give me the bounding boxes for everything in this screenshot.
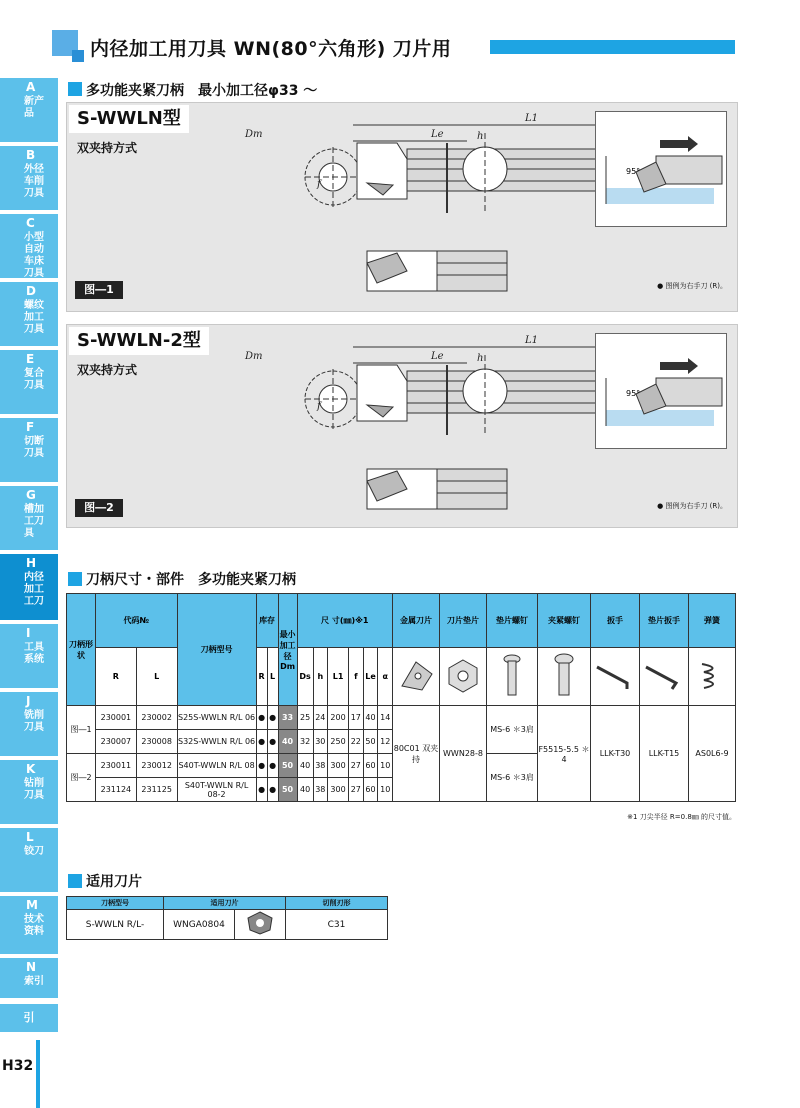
stock-r: ●: [256, 778, 267, 802]
inset-bore-view: [595, 111, 727, 227]
dim-le: 60: [363, 778, 378, 802]
sidebar-tab-d[interactable]: [0, 282, 58, 346]
tab-letter: G: [26, 488, 36, 502]
stock-l: ●: [267, 706, 278, 730]
part-clamp-screw: F5515-5.5 ＊4: [538, 706, 591, 802]
model: S40T-WWLN R/L 08-2: [177, 778, 256, 802]
part-insert: 80C01 双夹持: [393, 706, 440, 802]
col-code-r: R: [96, 648, 137, 706]
sidebar-tab-g[interactable]: [0, 486, 58, 550]
figure-note: ● 图例为右手刀 (R)。: [657, 502, 727, 510]
min-bore: 50: [278, 778, 297, 802]
col-part-clamp-screw: 夹紧螺钉: [538, 594, 591, 648]
insert-table: [66, 896, 388, 940]
table-row: [67, 706, 736, 730]
part-spring: AS0L6-9: [689, 706, 736, 802]
stock-r: ●: [256, 754, 267, 778]
tab-letter: M: [26, 898, 38, 912]
tab-label: 索引: [24, 976, 44, 987]
tab-letter: K: [26, 762, 36, 776]
dim-alpha: 12: [378, 730, 393, 754]
dim-alpha: 10: [378, 754, 393, 778]
sidebar-tab-l[interactable]: [0, 828, 58, 892]
col-part-shim-screw: 垫片螺钉: [487, 594, 538, 648]
tab-label: 切断刀具: [24, 436, 44, 459]
dim-h: 38: [313, 754, 327, 778]
tab-letter: I: [26, 626, 31, 640]
col-part-wrench: 扳手: [591, 594, 640, 648]
tab-letter: C: [26, 216, 35, 230]
page-title: 内径加工用刀具 WN(80°六角形) 刀片用: [90, 38, 452, 60]
sidebar-tab-m[interactable]: [0, 896, 58, 954]
figure-panel-1: [66, 102, 738, 312]
bore-view-drawing: [596, 112, 726, 226]
insert-model: WNGA0804: [164, 910, 235, 940]
stock-l: ●: [267, 778, 278, 802]
section-square-icon: [68, 874, 82, 888]
insert-image: [393, 648, 440, 706]
stock-r: ●: [256, 706, 267, 730]
table-footnote: ※1 刀尖半径 R=0.8㎜ 的尺寸值。: [627, 813, 736, 821]
dim-h: 38: [313, 778, 327, 802]
sidebar-tab-f[interactable]: [0, 418, 58, 482]
code-l: 231125: [136, 778, 177, 802]
sidebar-tab-b[interactable]: [0, 146, 58, 210]
sidebar-tab-h[interactable]: [0, 554, 58, 620]
tab-label: 内径加工工刀: [24, 572, 44, 607]
code-r: 231124: [96, 778, 137, 802]
col-model: 刀柄型号: [177, 594, 256, 706]
tab-letter: N: [26, 960, 37, 974]
tab-letter: D: [26, 284, 36, 298]
model: S32S-WWLN R/L 06: [177, 730, 256, 754]
tab-letter: L: [26, 830, 34, 844]
tab-label: 槽加工刀具: [24, 504, 44, 539]
sidebar-tab-j[interactable]: [0, 692, 58, 756]
sidebar-tab-index[interactable]: 引: [0, 1004, 58, 1032]
code-r: 230011: [96, 754, 137, 778]
type-tag: S-WWLN-2型: [69, 327, 209, 355]
tab-letter: J: [26, 694, 31, 708]
dim-l1: L1: [525, 113, 539, 124]
sidebar-tab-k[interactable]: [0, 760, 58, 824]
sidebar-tab-a[interactable]: [0, 78, 58, 142]
col-min-bore: 最小加工径Dm: [278, 594, 297, 706]
header-bar: [490, 40, 735, 54]
col-stock: 库存: [256, 594, 278, 648]
clamp-method: 双夹持方式: [77, 141, 138, 155]
tab-label: 小型自动车床刀具: [24, 232, 44, 278]
col-alpha: α: [378, 648, 393, 706]
shim-screw-image: [487, 648, 538, 706]
tab-letter: B: [26, 148, 36, 162]
dim-f: 17: [349, 706, 363, 730]
clamp-screw-image: [538, 648, 591, 706]
dim-l1: 250: [328, 730, 349, 754]
figure-label: 图―2: [75, 499, 123, 517]
dim-l1: 300: [328, 778, 349, 802]
figure-note: ● 图例为右手刀 (R)。: [657, 282, 727, 290]
dim-l1: 300: [328, 754, 349, 778]
dim-le: 50: [363, 730, 378, 754]
figure-label: 图―1: [75, 281, 123, 299]
holder-spec-table: [66, 593, 736, 802]
holder-model: S-WWLN R/L-: [67, 910, 164, 940]
part-shim-screw: MS-6 ＊3肩: [487, 754, 538, 802]
sidebar-tab-i[interactable]: [0, 624, 58, 688]
tab-letter: A: [26, 80, 36, 94]
page-number: H32: [2, 1058, 34, 1074]
stock-r: ●: [256, 730, 267, 754]
dim-alpha: 10: [378, 778, 393, 802]
sidebar: [0, 78, 58, 1002]
part-shim-wrench: LLK-T15: [640, 706, 689, 802]
spring-icon: [689, 648, 736, 706]
dim-f: 22: [349, 730, 363, 754]
col-stock-l: L: [267, 648, 278, 706]
tab-label: 钻削刀具: [24, 778, 44, 801]
col-stock-r: R: [256, 648, 267, 706]
dim-le: Le: [431, 351, 444, 362]
min-bore: 50: [278, 754, 297, 778]
dim-le: Le: [431, 129, 444, 140]
section-heading-inserts: 适用刀片: [86, 874, 142, 890]
sidebar-tab-n[interactable]: [0, 958, 58, 998]
sidebar-tab-c[interactable]: [0, 214, 58, 278]
section-heading-dimensions: 刀柄尺寸・部件 多功能夹紧刀柄: [86, 572, 296, 588]
code-r: 230007: [96, 730, 137, 754]
row-figure: 图―2: [67, 754, 96, 802]
table-row: [67, 910, 388, 940]
dim-l1: 200: [328, 706, 349, 730]
section-heading-holder: 多功能夹紧刀柄 最小加工径φ33 ～: [86, 83, 318, 99]
dim-ds: 25: [297, 706, 313, 730]
section-square-icon: [68, 82, 82, 96]
col-le: Le: [363, 648, 378, 706]
model: S25S-WWLN R/L 06: [177, 706, 256, 730]
dim-dm: Dm: [245, 351, 263, 362]
bore-view-drawing: [596, 334, 726, 448]
header-square-icon: [52, 30, 78, 56]
tab-label: 铣削刀具: [24, 710, 44, 733]
dim-f: 27: [349, 754, 363, 778]
col-part-spring: 弹簧: [689, 594, 736, 648]
min-bore: 40: [278, 730, 297, 754]
approach-angle: 95°: [626, 389, 641, 398]
dim-ds: 40: [297, 778, 313, 802]
code-l: 230008: [136, 730, 177, 754]
tab-letter: F: [26, 420, 35, 434]
part-shim: WWN28-8: [440, 706, 487, 802]
col-l1: L1: [328, 648, 349, 706]
tab-label: 铰刀: [24, 846, 44, 857]
shim-wrench-icon: [640, 648, 689, 706]
tab-letter: E: [26, 352, 35, 366]
wrench-icon: [591, 648, 640, 706]
grade: C31: [286, 910, 388, 940]
tab-label: 技术资料: [24, 914, 44, 937]
col-holder: 刀柄型号: [67, 897, 164, 910]
dim-h: 24: [313, 706, 327, 730]
tab-label: 螺纹加工刀具: [24, 300, 44, 335]
dim-f: f: [317, 401, 321, 412]
part-wrench: LLK-T30: [591, 706, 640, 802]
stock-l: ●: [267, 754, 278, 778]
sidebar-tab-e[interactable]: [0, 350, 58, 414]
code-l: 230012: [136, 754, 177, 778]
col-ds: Ds: [297, 648, 313, 706]
dim-f: 27: [349, 778, 363, 802]
col-code: 代码№: [96, 594, 178, 648]
col-shape: 刀柄形状: [67, 594, 96, 706]
row-figure: 图―1: [67, 706, 96, 754]
min-bore: 33: [278, 706, 297, 730]
code-r: 230001: [96, 706, 137, 730]
part-shim-screw: MS-6 ＊3肩: [487, 706, 538, 754]
dim-h: h: [477, 131, 484, 142]
col-dims: 尺 寸(㎜)※1: [297, 594, 392, 648]
col-code-l: L: [136, 648, 177, 706]
model: S40T-WWLN R/L 08: [177, 754, 256, 778]
col-f: f: [349, 648, 363, 706]
code-l: 230002: [136, 706, 177, 730]
clamp-method: 双夹持方式: [77, 363, 138, 377]
inset-bore-view: [595, 333, 727, 449]
col-part-insert: 金属刀片: [393, 594, 440, 648]
dim-f: f: [317, 179, 321, 190]
col-part-shim: 刀片垫片: [440, 594, 487, 648]
dim-ds: 32: [297, 730, 313, 754]
dim-l1: L1: [525, 335, 539, 346]
tab-label: 外径车削刀具: [24, 164, 44, 199]
stock-l: ●: [267, 730, 278, 754]
tab-label: 工具系统: [24, 642, 44, 665]
figure-panel-2: [66, 324, 738, 528]
page-edge-line: [36, 1040, 40, 1108]
shim-image: [440, 648, 487, 706]
section-square-icon: [68, 572, 82, 586]
col-insert: 适用刀片: [164, 897, 286, 910]
approach-angle: 95°: [626, 167, 641, 176]
dim-ds: 40: [297, 754, 313, 778]
type-tag: S-WWLN型: [69, 105, 189, 133]
insert-image: [235, 910, 286, 940]
dim-alpha: 14: [378, 706, 393, 730]
dim-h: 30: [313, 730, 327, 754]
tab-label: 复合刀具: [24, 368, 44, 391]
col-grade: 切削刃形: [286, 897, 388, 910]
col-h: h: [313, 648, 327, 706]
dim-dm: Dm: [245, 129, 263, 140]
dim-h: h: [477, 353, 484, 364]
dim-le: 40: [363, 706, 378, 730]
tab-label: 新产品: [24, 96, 44, 119]
dim-le: 60: [363, 754, 378, 778]
tab-letter: H: [26, 556, 37, 570]
col-part-shim-wrench: 垫片扳手: [640, 594, 689, 648]
